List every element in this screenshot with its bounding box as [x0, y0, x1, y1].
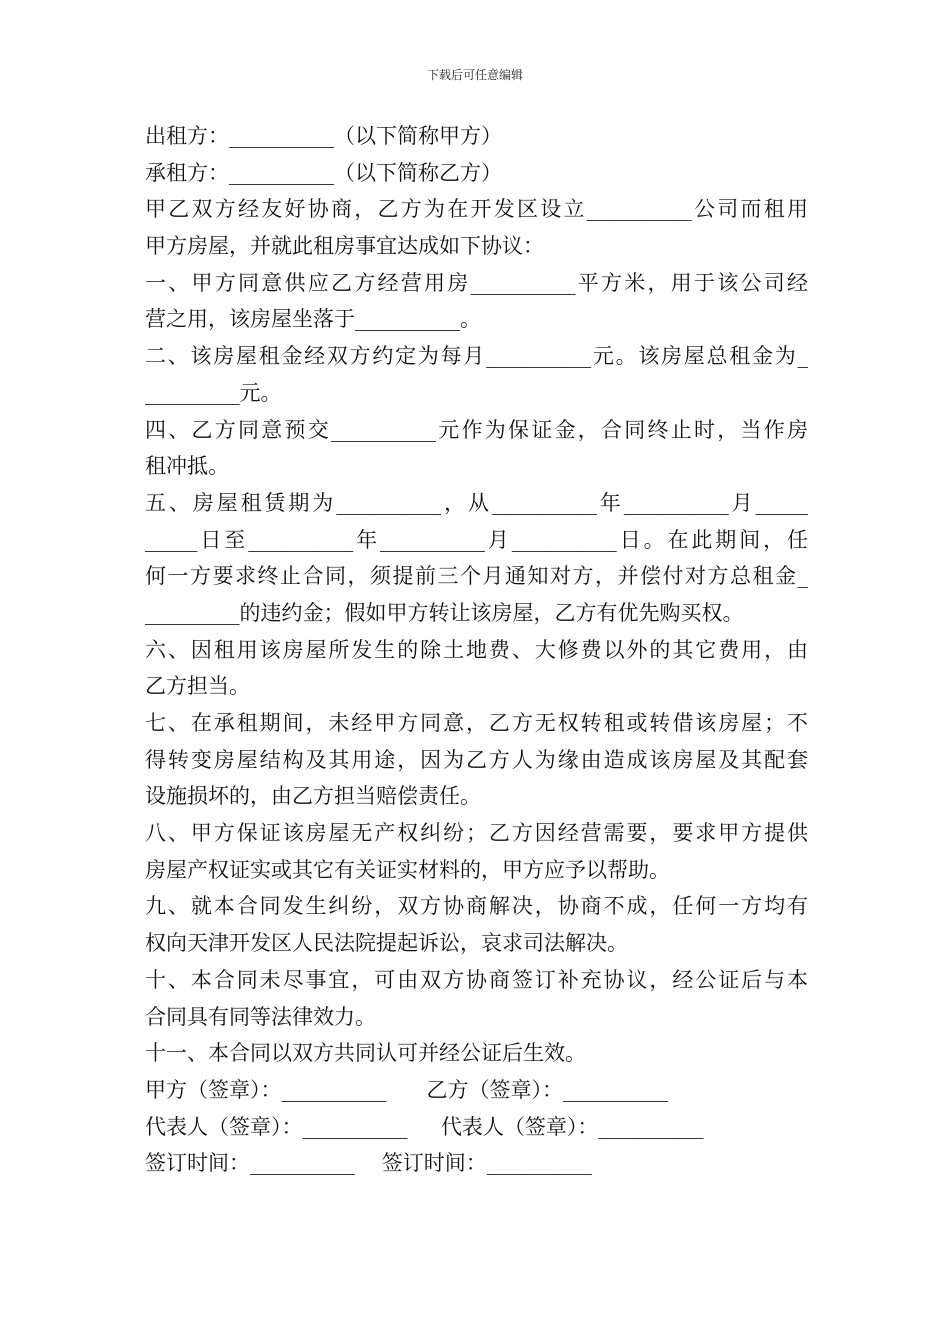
clause-line: 五、房屋租赁期为__________，从__________年__________月_____	[145, 490, 808, 515]
clause-line: 乙方担当。	[145, 674, 250, 699]
clause-line: _________的违约金；假如甲方转让该房屋，乙方有优先购买权。	[145, 600, 744, 625]
clause-line: 得转变房屋结构及其用途，因为乙方人为缘由造成该房屋及其配套	[145, 747, 808, 772]
clause-line: 租冲抵。	[145, 454, 229, 479]
clause-line: 七、在承租期间，未经甲方同意，乙方无权转租或转借该房屋；不	[145, 711, 808, 735]
contract-body	[145, 118, 808, 1182]
signature-line-parties: 甲方（签章）：__________ 乙方（签章）：__________	[145, 1077, 669, 1102]
clause-line: 承租方：__________（以下简称乙方）	[145, 160, 502, 185]
clause-line: _____日至__________年__________月__________日。在此期间，任	[145, 527, 808, 552]
clause-line: 房屋产权证实或其它有关证实材料的，甲方应予以帮助。	[145, 857, 670, 882]
page-header-note: 下载后可任意编辑	[426, 68, 523, 82]
clause-line: 甲方房屋，并就此租房事宜达成如下协议：	[145, 234, 544, 259]
clause-line: 四、乙方同意预交__________元作为保证金，合同终止时，当作房	[145, 417, 808, 442]
clause-line: 甲乙双方经友好协商，乙方为在开发区设立__________公司而租用	[145, 197, 808, 222]
clause-line: _________元。	[145, 380, 282, 405]
clause-line: 六、因租用该房屋所发生的除土地费、大修费以外的其它费用，由	[145, 637, 808, 662]
clause-line: 一、甲方同意供应乙方经营用房__________平方米，用于该公司经	[145, 270, 808, 295]
clause-line: 出租方：__________（以下简称甲方）	[145, 124, 502, 148]
clause-line: 设施损坏的，由乙方担当赔偿责任。	[145, 784, 481, 809]
signature-line-dates: 签订时间：__________ 签订时间：__________	[145, 1151, 592, 1176]
clause-line: 权向天津开发区人民法院提起诉讼，哀求司法解决。	[145, 931, 628, 956]
clause-line: 二、该房屋租金经双方约定为每月__________元。该房屋总租金为_	[145, 344, 808, 369]
clause-line: 何一方要求终止合同，须提前三个月通知对方，并偿付对方总租金_	[145, 564, 808, 589]
clause-line: 八、甲方保证该房屋无产权纠纷；乙方因经营需要，要求甲方提供	[145, 821, 808, 846]
clause-line: 十、本合同未尽事宜，可由双方协商签订补充协议，经公证后与本	[145, 967, 808, 992]
clause-line: 营之用，该房屋坐落于__________。	[145, 307, 481, 332]
clause-line: 十一、本合同以双方共同认可并经公证后生效。	[145, 1041, 586, 1066]
signature-line-representatives: 代表人（签章）：__________ 代表人（签章）：__________	[145, 1114, 704, 1139]
clause-line: 合同具有同等法律效力。	[145, 1004, 376, 1029]
clause-line: 九、就本合同发生纠纷，双方协商解决，协商不成，任何一方均有	[145, 894, 808, 919]
